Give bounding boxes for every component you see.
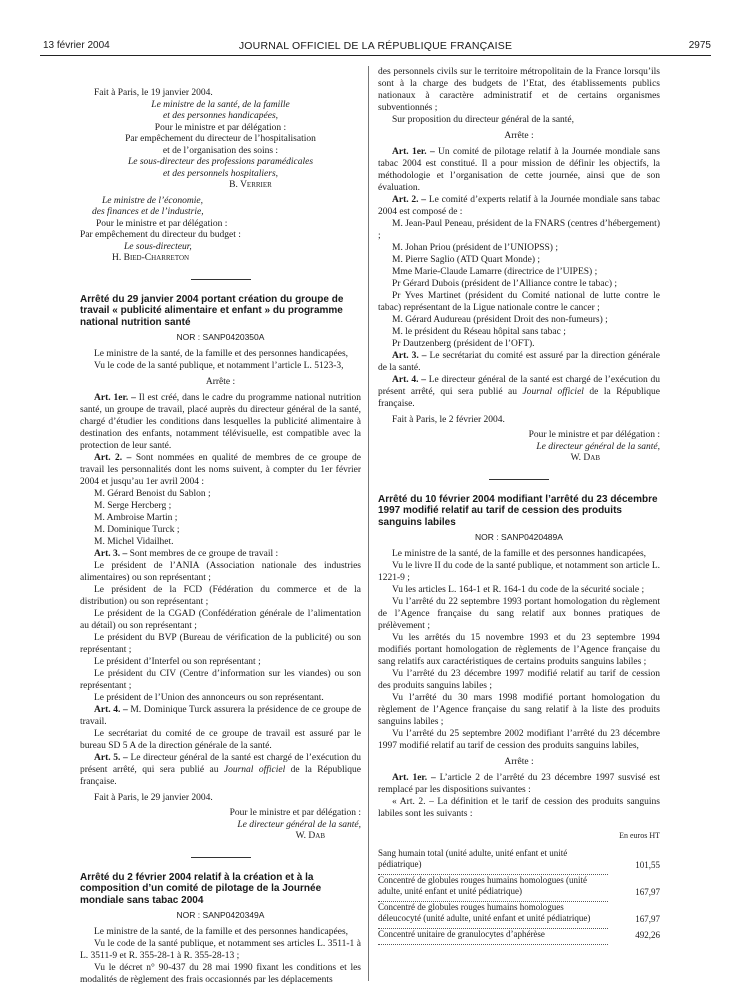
column-divider <box>368 66 369 981</box>
article-text: de la République française. <box>80 765 361 787</box>
list-item: Pr Dautzenberg (président de l’OFT). <box>392 339 535 349</box>
decree-title: Arrêté du 2 février 2004 relatif à la création et à la composition d’un comité de pilotage de la Journée mondiale sans tabac 2004 <box>80 871 322 906</box>
list-item: M. le président du Réseau hôpital sans tabac ; <box>392 327 566 337</box>
list-item: Le président du CIV (Centre d’information sur les viandes) ou son représentant ; <box>80 669 361 691</box>
place-date: Fait à Paris, le 29 janvier 2004. <box>94 793 213 803</box>
nor-reference: NOR : SANP0420350A <box>176 332 265 342</box>
visa: Le ministre de la santé, de la famille et des personnes handicapées, <box>392 549 647 559</box>
tariff-label: Concentré unitaire de granulocytes d’aphérèse <box>378 929 608 945</box>
table-row <box>378 902 660 929</box>
right-column <box>378 66 660 945</box>
list-item: Pr Yves Martinet (président du Comité national de lutte contre le tabac) représentant de la Ligue nationale contre le cancer ; <box>378 291 660 313</box>
nor-reference: NOR : SANP0420349A <box>176 910 265 920</box>
article-label: Art. 2. – <box>392 195 427 205</box>
article-4 <box>378 374 660 410</box>
list-item: Pr Gérard Dubois (président de l’Alliance contre le tabac) ; <box>392 279 618 289</box>
signature-name: W. Dab <box>570 453 600 463</box>
signatory-line: Par empêchement du directeur du budget : <box>80 230 241 240</box>
article-label: Art. 3. – <box>94 549 128 559</box>
article-text: L’article 2 de l’arrêté du 23 décembre 1997 susvisé est remplacé par les dispositions suivantes : <box>378 773 660 795</box>
article-1 <box>378 772 660 796</box>
signatory-title: et des personnes handicapées, <box>162 111 279 121</box>
signatory-name: B. Verrier <box>229 180 272 190</box>
table-row <box>378 875 660 902</box>
signature-name: W. Dab <box>295 831 325 841</box>
list-item: Le président de l’Union des annonceurs ou son représentant. <box>94 693 324 703</box>
article-text: Sont membres de ce groupe de travail : <box>129 549 279 559</box>
article-3 <box>378 350 660 374</box>
header-rule <box>40 55 711 56</box>
visa: Vu le code de la santé publique, et notamment ses articles L. 3511-1 à L. 3511-9 et R. 355-28-1 à R. 355-28-13 ; <box>80 939 361 961</box>
quoted-article: « Art. 2. – La définition et le tarif de cession des produits sanguins labiles sont les suivants : <box>378 797 660 819</box>
visa: Vu l’arrêté du 25 septembre 2002 modifiant l’arrêté du 23 décembre 1997 modifié relatif au tarif de cession des produits sanguins labiles, <box>378 729 660 751</box>
signature-line: Pour le ministre et par délégation : <box>229 808 361 818</box>
list-item: Le président d’Interfel ou son représentant ; <box>94 657 261 667</box>
signature-title: Le directeur général de la santé, <box>237 819 361 830</box>
article-label: Art. 4. – <box>392 375 426 385</box>
place-date: Fait à Paris, le 2 février 2004. <box>392 415 505 425</box>
left-column <box>80 88 361 986</box>
list-item: Le président de l’ANIA (Association nationale des industries alimentaires) ou son représentant ; <box>80 561 361 583</box>
signatory-name: H. Bied-Charreton <box>112 253 190 263</box>
list-item: Le président de la FCD (Fédération du commerce et de la distribution) ou son représentant ; <box>80 585 361 607</box>
arrete-heading: Arrête : <box>504 131 534 141</box>
list-item: Mme Marie-Claude Lamarre (directrice de l’UIPES) ; <box>392 267 598 277</box>
decree-title: Arrêté du 10 février 2004 modifiant l’arrêté du 23 décembre 1997 modifié relatif au tarif de cession des produits sanguins labiles <box>378 493 658 528</box>
article-text: Le comité d’experts relatif à la Journée mondiale sans tabac 2004 est composé de : <box>378 195 661 217</box>
article-text: Le secrétariat du comité est assuré par la direction générale de la santé. <box>378 351 661 373</box>
visa: Vu l’arrêté du 23 décembre 1997 modifié relatif au tarif de cession des produits sanguins labiles ; <box>378 669 660 691</box>
signatory-title: et des personnels hospitaliers, <box>162 168 279 179</box>
tariff-label: Concentré de globules rouges humains homologues déleucocyté (unité adulte, unité enfant et unité pédiatrique) <box>378 902 608 929</box>
visa: Vu l’arrêté du 22 septembre 1993 portant homologation du règlement de l’Agence française du sang relatif aux bonnes pratiques de prélèvement ; <box>378 597 660 631</box>
article-text: Le directeur général de la santé est chargé de l’exécution du présent arrêté, qui sera publié au <box>378 375 660 397</box>
article-text: Sont nommées en qualité de membres de ce groupe de travail les personnalités dont les noms suivent, à compter du 1er février 2004 et jusqu’au 1er avril 2004 : <box>80 453 362 487</box>
tariff-table <box>378 848 660 945</box>
list-item: M. Serge Hercberg ; <box>94 501 172 511</box>
list-item: M. Johan Priou (président de l’UNIOPSS) ; <box>392 243 558 253</box>
signature-line: Pour le ministre et par délégation : <box>528 430 660 440</box>
list-item: M. Ambroise Martin ; <box>94 513 178 523</box>
signature-title: Le directeur général de la santé, <box>536 441 660 452</box>
signatory-title: Le ministre de la santé, de la famille <box>151 99 290 110</box>
table-row <box>378 929 660 945</box>
list-item: Le président de la CGAD (Confédération générale de l’alimentation au détail) ou son représentant ; <box>80 609 361 631</box>
header-page-number: 2975 <box>688 40 711 51</box>
place-date: Fait à Paris, le 19 janvier 2004. <box>94 88 213 98</box>
list-item: M. Gérard Audureau (président Droit des non-fumeurs) ; <box>392 315 608 325</box>
signatory-title: Le sous-directeur des professions paramédicales <box>127 157 314 167</box>
signatory-title: Le sous-directeur, <box>124 241 192 252</box>
article-2 <box>378 194 660 218</box>
article-label: Art. 1er. – <box>94 393 136 403</box>
journal-name: Journal officiel <box>223 765 286 775</box>
article-text: M. Dominique Turck assurera la présidence de ce groupe de travail. <box>80 705 361 727</box>
article-3 <box>80 548 361 560</box>
article-4 <box>80 704 361 728</box>
article-1 <box>378 146 660 194</box>
article-text: Le directeur général de la santé est chargé de l’exécution du présent arrêté, qui sera publié au <box>80 753 361 775</box>
decree-title: Arrêté du 29 janvier 2004 portant création du groupe de travail « publicité alimentaire et enfant » du programme national nutrition santé <box>80 293 344 328</box>
article-label: Art. 3. – <box>392 351 427 361</box>
article-1 <box>80 392 361 452</box>
visa: Vu le livre II du code de la santé publique, et notamment son article L. 1221-9 ; <box>378 561 660 583</box>
separator <box>191 279 251 280</box>
list-item: M. Pierre Saglio (ATD Quart Monde) ; <box>392 255 541 265</box>
article-label: Art. 5. – <box>94 753 128 763</box>
unit-label: En euros HT <box>619 831 660 840</box>
signatory-line: Par empêchement du directeur de l’hospitalisation <box>125 134 316 144</box>
article-label: Art. 1er. – <box>392 147 435 157</box>
visa: Vu le décret n° 90-437 du 28 mai 1990 fixant les conditions et les modalités de règlement des frais occasionnés par les déplacements <box>80 963 361 985</box>
article-label: Art. 4. – <box>94 705 128 715</box>
tariff-value: 101,55 <box>635 859 660 870</box>
signatory-title: Le ministre de l’économie, <box>102 195 203 206</box>
list-item: M. Jean-Paul Peneau, président de la FNARS (centres d’hébergement) ; <box>378 219 660 241</box>
article-text: Il est créé, dans le cadre du programme national nutrition santé, un groupe de travail, placé auprès du directeur général de la santé, chargé d’étudier les conditions dans lesquelles la publicité alimentaire à destination des enfants, notamment télévisuelle, est compatible avec la protection de leur santé. <box>80 393 361 451</box>
article-text: de la République française. <box>378 387 661 409</box>
visa-continuation: des personnels civils sur le territoire métropolitain de la France lorsqu’ils sont à la charge des budgets de l’Etat, des établissements publics nationaux à caractère administratif et de certains organismes subventionnés ; <box>378 67 660 113</box>
tariff-value: 167,97 <box>635 913 660 924</box>
signatory-line: et de l’organisation des soins : <box>162 145 279 156</box>
list-item: M. Dominique Turck ; <box>94 525 180 535</box>
list-item: M. Gérard Benoist du Sablon ; <box>94 489 211 499</box>
nor-reference: NOR : SANP0420489A <box>475 532 563 542</box>
signatory-line: Pour le ministre et par délégation : <box>154 122 287 133</box>
article-2 <box>80 452 361 488</box>
article-text: Un comité de pilotage relatif à la Journée mondiale sans tabac 2004 est constitué. Il a pour mission de définir les objectifs, la méthodologie et l’organisation de cette journée, ainsi que de son évaluation. <box>378 147 660 193</box>
journal-name: Journal officiel <box>522 387 584 397</box>
separator <box>489 479 549 480</box>
separator <box>191 857 251 858</box>
visa: Le ministre de la santé, de la famille et des personnes handicapées, <box>94 927 349 937</box>
previous-decree-signatures <box>80 88 361 265</box>
visa: Sur proposition du directeur général de la santé, <box>392 115 575 125</box>
tariff-label: Concentré de globules rouges humains homologues (unité adulte, unité enfant et unité pédiatrique) <box>378 875 608 902</box>
article-label: Art. 2. – <box>94 453 132 463</box>
header-journal-title: JOURNAL OFFICIEL DE LA RÉPUBLIQUE FRANÇAISE <box>238 40 513 52</box>
tariff-label: Sang humain total (unité adulte, unité enfant et unité pédiatrique) <box>378 848 608 875</box>
header-date: 13 février 2004 <box>43 40 110 51</box>
article-text: Le secrétariat du comité de ce groupe de travail est assuré par le bureau SD 5 A de la direction générale de la santé. <box>80 729 361 751</box>
visa: Vu l’arrêté du 30 mars 1998 modifié portant homologation du règlement de l’Agence française du sang relatif à la liste des produits sanguins labiles ; <box>378 693 660 727</box>
visa: Vu le code de la santé publique, et notamment l’article L. 5123-3, <box>94 361 344 371</box>
signatory-title: des finances et de l’industrie, <box>92 207 204 217</box>
list-item: Le président du BVP (Bureau de vérification de la publicité) ou son représentant ; <box>80 633 361 655</box>
visa: Vu les arrêtés du 15 novembre 1993 et du 23 septembre 1994 modifiés portant homologation de règlements de l’Agence française du sang relatifs aux caractéristiques de certains produits sanguins labiles ; <box>378 633 660 667</box>
tariff-value: 167,97 <box>635 886 660 897</box>
arrete-heading: Arrête : <box>205 377 236 387</box>
article-label: Art. 1er. – <box>392 773 436 783</box>
visa: Vu les articles L. 164-1 et R. 164-1 du code de la sécurité sociale ; <box>392 585 645 595</box>
table-row <box>378 848 660 875</box>
article-5 <box>80 752 361 788</box>
signatory-line: Pour le ministre et par délégation : <box>96 218 228 229</box>
visa: Le ministre de la santé, de la famille et des personnes handicapées, <box>94 349 349 359</box>
arrete-heading: Arrête : <box>504 757 534 767</box>
list-item: M. Michel Vidailhet. <box>94 537 174 547</box>
tariff-value: 492,26 <box>635 929 660 940</box>
